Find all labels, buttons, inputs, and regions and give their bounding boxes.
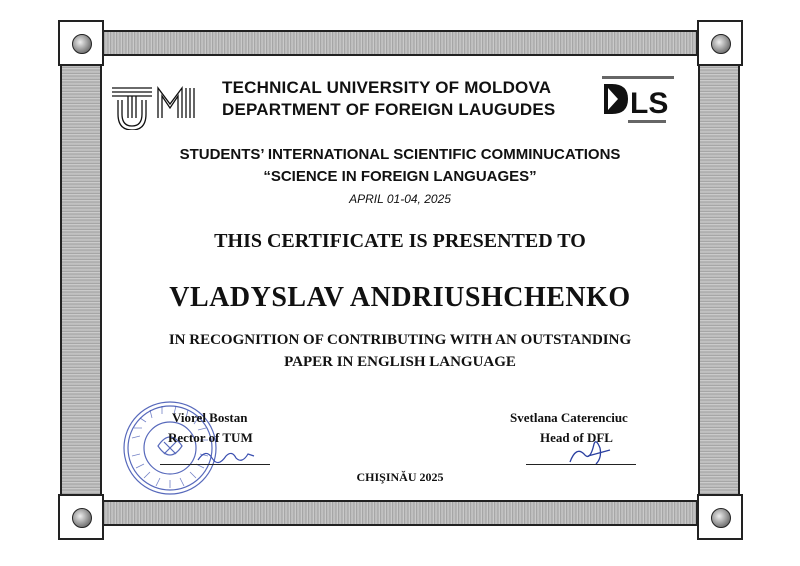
- left-signature-line: [160, 464, 270, 465]
- event-date: APRIL 01-04, 2025: [349, 192, 451, 206]
- university-name: TECHNICAL UNIVERSITY OF MOLDOVA: [222, 78, 552, 97]
- corner-rivet-icon: [58, 20, 104, 66]
- city-year: CHIŞINĂU 2025: [356, 470, 444, 484]
- department-name: DEPARTMENT OF FOREIGN LAUGUDES: [222, 100, 556, 119]
- event-title-line1: STUDENTS’ INTERNATIONAL SCIENTIFIC COMMINUCATIONS: [179, 146, 621, 163]
- corner-rivet-icon: [697, 20, 743, 66]
- right-signatory-name: Svetlana Caterenciuc: [510, 410, 628, 425]
- presented-heading: THIS CERTIFICATE IS PRESENTED TO: [214, 230, 586, 252]
- svg-text:LS: LS: [630, 87, 669, 120]
- left-signatory-role: Rector of TUM: [168, 430, 253, 445]
- dls-logo-icon: [598, 74, 678, 128]
- right-signature-line: [526, 464, 636, 465]
- recognition-line1: IN RECOGNITION OF CONTRIBUTING WITH AN OUTSTANDING: [168, 332, 632, 348]
- left-signature-icon: [196, 444, 256, 466]
- event-title-line2: “SCIENCE IN FOREIGN LANGUAGES”: [263, 168, 537, 185]
- tum-logo-icon: [108, 74, 212, 130]
- frame-bottom: [60, 500, 740, 526]
- frame-left: [60, 30, 104, 526]
- recognition-line2: PAPER IN ENGLISH LANGUAGE: [284, 354, 516, 370]
- recipient-name: VLADYSLAV ANDRIUSHCHENKO: [169, 282, 631, 313]
- corner-rivet-icon: [58, 494, 104, 540]
- frame-right: [696, 30, 740, 526]
- left-signatory-name: Viorel Bostan: [172, 410, 248, 425]
- right-signatory-role: Head of DFL: [540, 430, 613, 445]
- corner-rivet-icon: [697, 494, 743, 540]
- frame-top: [60, 30, 740, 56]
